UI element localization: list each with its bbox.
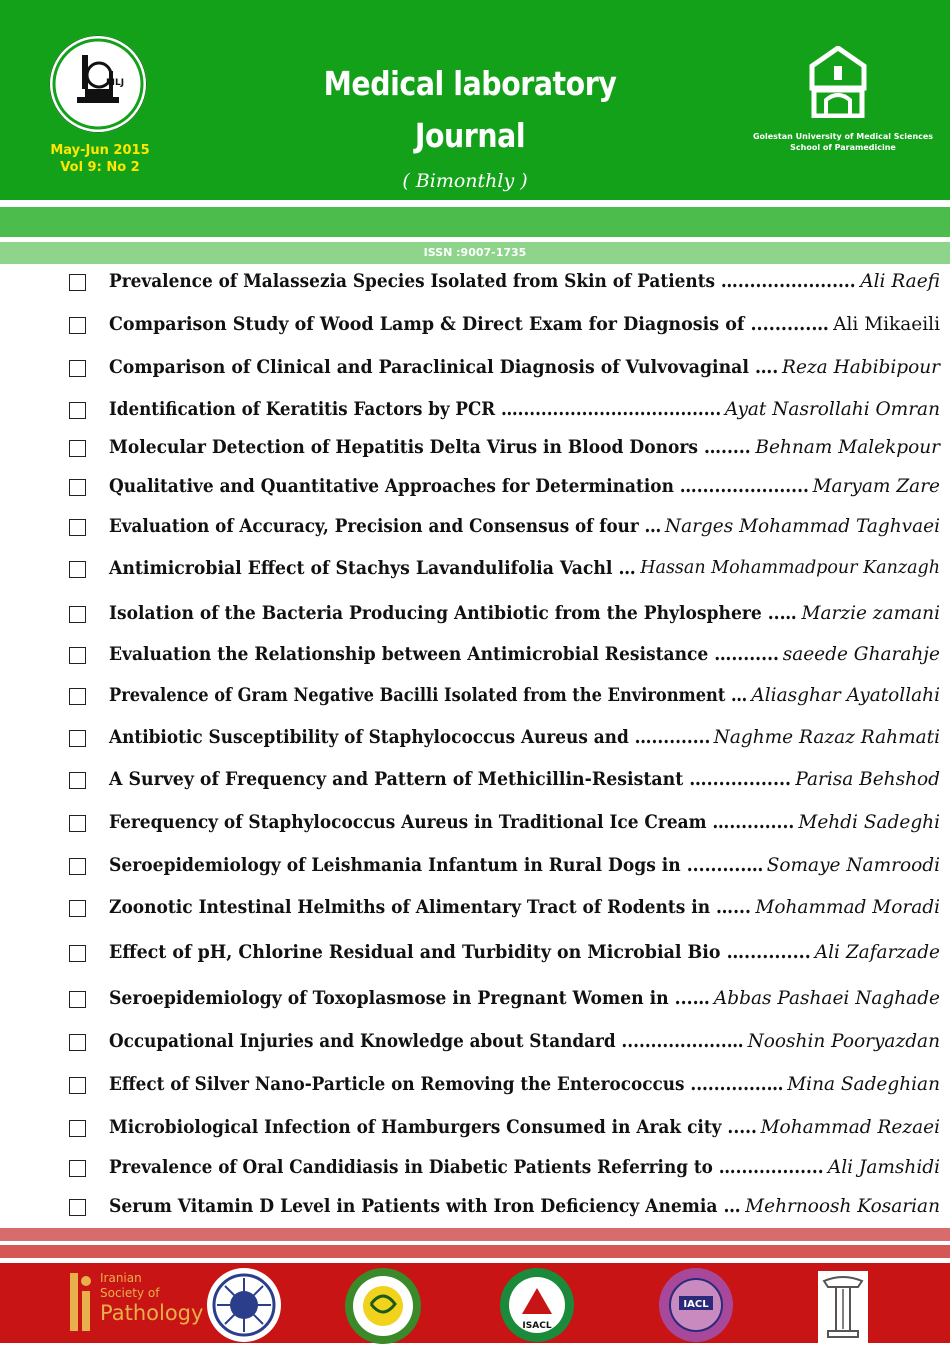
- article-row: [0, 397, 950, 427]
- leader-dots: ….....: [698, 437, 751, 458]
- article-title: Comparison Study of Wood Lamp & Direct Exam for Diagnosis of ..........…: [109, 314, 829, 335]
- article-author: Somaye Namroodi: [766, 855, 940, 876]
- article-checkbox[interactable]: [69, 945, 86, 962]
- leader-dots: …...................................: [495, 399, 722, 420]
- article-title: Identification of Keratitis Factors by PCR …...................................: [109, 399, 722, 420]
- article-row: [0, 767, 950, 797]
- leader-dots: .............…: [684, 1074, 784, 1095]
- article-checkbox[interactable]: [69, 730, 86, 747]
- article-row: [0, 1072, 950, 1102]
- leader-dots: …: [725, 685, 748, 706]
- leader-dots: ..................…: [615, 1031, 744, 1052]
- journal-subtitle: ( Bimonthly ): [402, 170, 528, 192]
- leader-dots: …: [612, 558, 636, 579]
- article-checkbox[interactable]: [69, 900, 86, 917]
- article-row: [0, 683, 950, 713]
- article-title: Serum Vitamin D Level in Patients with Iron Deficiency Anemia …: [109, 1196, 741, 1217]
- article-title: Molecular Detection of Hepatitis Delta Virus in Blood Donors ….....: [109, 437, 751, 458]
- article-author: Mehdi Sadeghi: [798, 812, 940, 833]
- leader-dots: …..........: [628, 727, 711, 748]
- article-checkbox[interactable]: [69, 1034, 86, 1051]
- article-row: [0, 312, 950, 342]
- article-author: Mehrnoosh Kosarian: [745, 1196, 940, 1217]
- svg-text:MLJ: MLJ: [106, 78, 125, 88]
- leader-dots: …...............: [712, 1157, 824, 1178]
- article-checkbox[interactable]: [69, 274, 86, 291]
- article-author: Abbas Pashaei Naghade: [713, 988, 940, 1009]
- footer-divider: [0, 1228, 950, 1241]
- article-author: Mohammad Rezaei: [760, 1117, 940, 1138]
- article-checkbox[interactable]: [69, 402, 86, 419]
- leader-dots: …...: [710, 897, 751, 918]
- article-author: Naghme Razaz Rahmati: [713, 727, 940, 748]
- leader-dots: ..........…: [680, 855, 764, 876]
- article-checkbox[interactable]: [69, 561, 86, 578]
- pathology-society-logo: [66, 1271, 96, 1337]
- article-author: Mohammad Moradi: [755, 897, 940, 918]
- laboratory-society-seal: [343, 1266, 423, 1350]
- article-author: Aliasghar Ayatollahi: [751, 685, 940, 706]
- leader-dots: …...........: [706, 812, 795, 833]
- article-title: Prevalence of Gram Negative Bacilli Isolated from the Environment …: [109, 685, 748, 706]
- article-author: Ali Zafarzade: [814, 942, 940, 963]
- leader-dots: …..............: [683, 769, 792, 790]
- iacl-seal: [657, 1266, 735, 1348]
- article-author: Ali Raefi: [860, 271, 940, 292]
- article-author: saeede Gharahje: [782, 644, 940, 665]
- article-row: [0, 940, 950, 970]
- article-checkbox[interactable]: [69, 858, 86, 875]
- article-title: Antimicrobial Effect of Stachys Lavandulifolia Vachl …: [109, 558, 636, 579]
- article-row: [0, 1155, 950, 1185]
- leader-dots: ..…: [761, 603, 797, 624]
- article-author: Mina Sadeghian: [787, 1074, 940, 1095]
- journal-title-line1: Medical laboratory: [323, 64, 617, 103]
- article-checkbox[interactable]: [69, 815, 86, 832]
- leader-dots: …...................: [673, 476, 809, 497]
- article-author: Narges Mohammad Taghvaei: [664, 516, 940, 537]
- issue-info: [40, 142, 160, 176]
- article-title: Effect of Silver Nano-Particle on Removing the Enterococcus .............…: [109, 1074, 784, 1095]
- article-row: [0, 810, 950, 840]
- article-title: Seroepidemiology of Leishmania Infantum in Rural Dogs in ..........…: [109, 855, 764, 876]
- svg-text:IACL: IACL: [683, 1299, 709, 1310]
- article-checkbox[interactable]: [69, 360, 86, 377]
- article-title: Microbiological Infection of Hamburgers Consumed in Arak city .....: [109, 1117, 757, 1138]
- leader-dots: …...........: [720, 942, 811, 963]
- journal-title: [289, 58, 650, 162]
- article-title: A Survey of Frequency and Pattern of Methicillin-Resistant …..............: [109, 769, 792, 790]
- journal-header: [0, 0, 950, 200]
- article-checkbox[interactable]: [69, 991, 86, 1008]
- pathology-society-name: Iranian Society of Pathology: [100, 1271, 204, 1325]
- article-author: Behnam Malekpour: [755, 437, 940, 458]
- journal-title-line2: Journal: [414, 116, 526, 155]
- article-row: [0, 725, 950, 755]
- university-info: [748, 131, 938, 153]
- article-row: [0, 853, 950, 883]
- article-checkbox[interactable]: [69, 1077, 86, 1094]
- leader-dots: ..........…: [744, 314, 829, 335]
- article-checkbox[interactable]: [69, 519, 86, 536]
- issue-date: May-Jun 2015: [50, 143, 150, 158]
- leader-dots: ...…: [668, 988, 710, 1009]
- university-logo: [808, 46, 868, 122]
- leader-dots: …: [717, 1196, 741, 1217]
- article-author: Maryam Zare: [812, 476, 940, 497]
- school-name: School of Paramedicine: [790, 143, 896, 152]
- article-row: [0, 1115, 950, 1145]
- article-author: Parisa Behshod: [795, 769, 940, 790]
- article-title: Comparison of Clinical and Paraclinical Diagnosis of Vulvovaginal ….: [109, 357, 779, 378]
- article-author: Nooshin Pooryazdan: [747, 1031, 940, 1052]
- article-author: Hassan Mohammadpour Kanzagh: [640, 558, 940, 578]
- svg-text:ISACL: ISACL: [522, 1321, 552, 1331]
- article-author: Ayat Nasrollahi Omran: [724, 399, 940, 420]
- article-author: Reza Habibipour: [782, 357, 940, 378]
- article-row: [0, 269, 950, 299]
- article-checkbox[interactable]: [69, 647, 86, 664]
- article-row: [0, 1029, 950, 1059]
- article-checkbox[interactable]: [69, 606, 86, 623]
- article-title: Ferequency of Staphylococcus Aureus in Traditional Ice Cream …...........: [109, 812, 795, 833]
- article-title: Evaluation the Relationship between Antimicrobial Resistance …........: [109, 644, 779, 665]
- article-row: [0, 474, 950, 504]
- article-checkbox[interactable]: [69, 1160, 86, 1177]
- article-checkbox[interactable]: [69, 772, 86, 789]
- parasitology-society-seal: [205, 1266, 283, 1348]
- isacl-seal: [498, 1266, 576, 1348]
- article-row: [0, 1194, 950, 1224]
- article-title: Isolation of the Bacteria Producing Antibiotic from the Phylosphere ..…: [109, 603, 797, 624]
- leader-dots: …........: [708, 644, 779, 665]
- issn-label: ISSN :9007-1735: [423, 246, 527, 259]
- issue-volume: Vol 9: No 2: [60, 160, 140, 175]
- article-title: Qualitative and Quantitative Approaches for Determination …...................: [109, 476, 809, 497]
- article-checkbox[interactable]: [69, 1199, 86, 1216]
- university-name: Golestan University of Medical Sciences: [752, 132, 934, 141]
- leader-dots: …: [638, 516, 662, 537]
- article-title: Occupational Injuries and Knowledge about Standard ..................…: [109, 1031, 744, 1052]
- sponsor-footer: [0, 1263, 950, 1343]
- green-band: [0, 207, 950, 237]
- article-title: Antibiotic Susceptibility of Staphylococcus Aureus and …..........: [109, 727, 711, 748]
- leader-dots: ….: [748, 357, 779, 378]
- article-row: [0, 986, 950, 1016]
- article-row: [0, 556, 950, 586]
- article-row: [0, 514, 950, 544]
- journal-logo: [49, 35, 147, 133]
- leader-dots: …....................: [715, 271, 856, 292]
- article-row: [0, 601, 950, 631]
- article-row: [0, 895, 950, 925]
- article-title: Prevalence of Oral Candidiasis in Diabetic Patients Referring to …...............: [109, 1157, 824, 1178]
- article-title: Effect of pH, Chlorine Residual and Turbidity on Microbial Bio …...........: [109, 942, 811, 963]
- article-checkbox[interactable]: [69, 688, 86, 705]
- article-checkbox[interactable]: [69, 479, 86, 496]
- article-checkbox[interactable]: [69, 317, 86, 334]
- article-author: Marzie zamani: [801, 603, 940, 624]
- article-author: Ali Jamshidi: [827, 1157, 940, 1178]
- footer-divider: [0, 1245, 950, 1258]
- article-checkbox[interactable]: [69, 440, 86, 457]
- article-checkbox[interactable]: [69, 1120, 86, 1137]
- article-title: Prevalence of Malassezia Species Isolated from Skin of Patients …....................: [109, 271, 856, 292]
- article-title: Zoonotic Intestinal Helmiths of Alimentary Tract of Rodents in …...: [109, 897, 751, 918]
- leader-dots: .....: [721, 1117, 757, 1138]
- article-row: [0, 435, 950, 465]
- article-row: [0, 355, 950, 385]
- article-title: Seroepidemiology of Toxoplasmose in Pregnant Women in ...…: [109, 988, 710, 1009]
- article-row: [0, 642, 950, 672]
- article-title: Evaluation of Accuracy, Precision and Consensus of four …: [109, 516, 662, 537]
- article-author: Ali Mikaeili: [833, 314, 940, 335]
- column-emblem-logo: [818, 1271, 868, 1347]
